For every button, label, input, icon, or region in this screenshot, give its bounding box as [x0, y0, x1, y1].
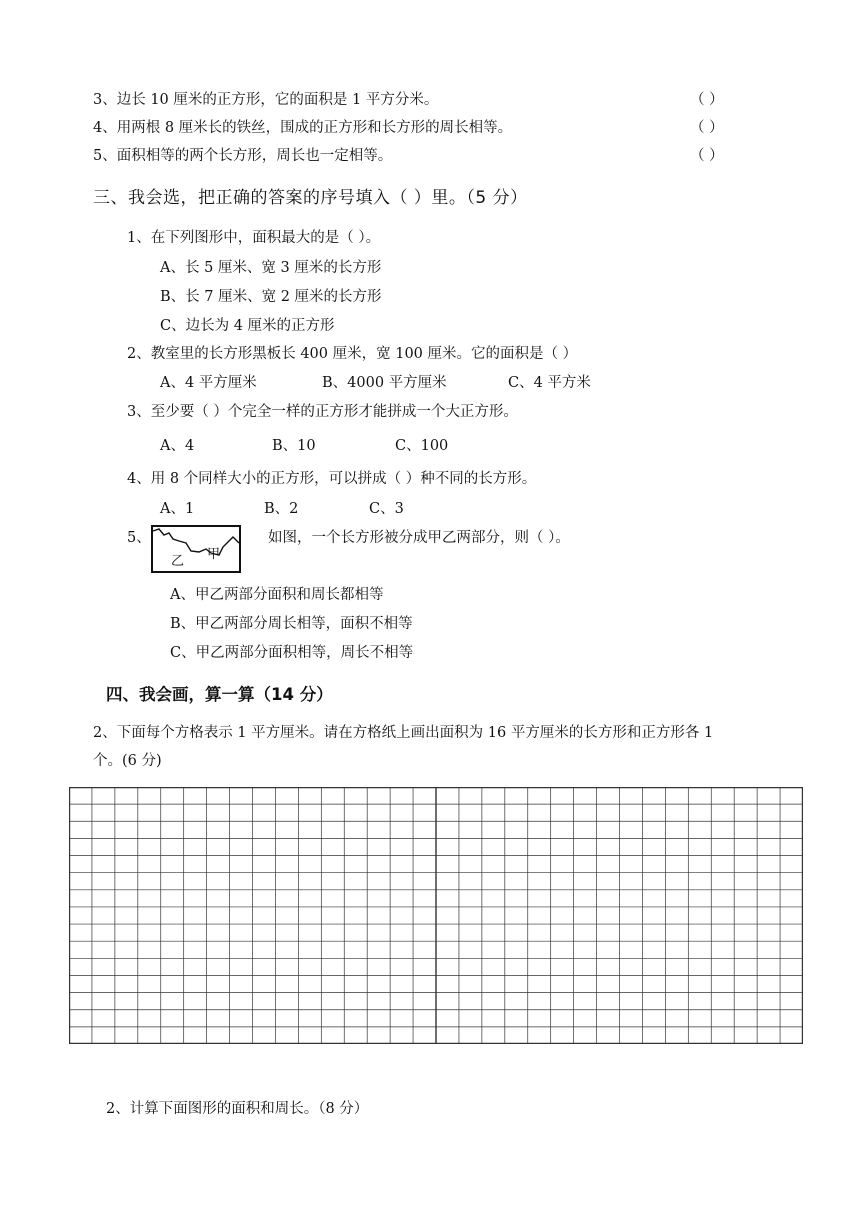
tf-item-4: 4、用两根 8 厘米长的铁丝，围成的正方形和长方形的周长相等。: [93, 120, 513, 136]
tf-answer-blank-3[interactable]: （ ）: [690, 92, 724, 108]
mc-question-5: 如图，一个长方形被分成甲乙两部分，则（ ）。: [268, 530, 570, 546]
section-3-heading: 三、我会选，把正确的答案的序号填入（ ）里。（5 分）: [93, 188, 528, 208]
split-rectangle-figure: [151, 525, 241, 573]
mc-question-1: 1、在下列图形中，面积最大的是（ ）。: [127, 230, 381, 246]
mc-q3-option-b: B、10: [272, 438, 316, 454]
draw-question-line-1: 2、下面每个方格表示 1 平方厘米。请在方格纸上画出面积为 16 平方厘米的长方形和正方形各 1: [93, 725, 714, 741]
figure-label-jia: 甲: [207, 547, 221, 562]
mc-q1-option-a: A、长 5 厘米、宽 3 厘米的长方形: [160, 260, 382, 276]
mc-q4-option-a: A、1: [160, 501, 195, 517]
mc-q3-option-c: C、100: [395, 438, 449, 454]
mc-q5-option-c: C、甲乙两部分面积相等，周长不相等: [170, 645, 414, 661]
section-4-heading: 四、我会画，算一算（14 分）: [106, 685, 333, 704]
mc-q2-option-b: B、4000 平方厘米: [322, 375, 447, 391]
mc-q2-option-a: A、4 平方厘米: [160, 375, 257, 391]
tf-item-5: 5、面积相等的两个长方形，周长也一定相等。: [93, 148, 393, 164]
draw-question-line-2: 个。(6 分): [93, 753, 162, 769]
mc-q2-option-c: C、4 平方米: [508, 375, 591, 391]
mc-q1-option-c: C、边长为 4 厘米的正方形: [160, 318, 335, 334]
mc-question-2: 2、教室里的长方形黑板长 400 厘米，宽 100 厘米。它的面积是（ ）: [127, 346, 578, 362]
mc-q4-option-b: B、2: [264, 501, 299, 517]
tf-answer-blank-5[interactable]: （ ）: [690, 148, 724, 164]
calc-question: 2、计算下面图形的面积和周长。（8 分）: [106, 1101, 369, 1117]
figure-label-yi: 乙: [171, 554, 185, 569]
tf-answer-blank-4[interactable]: （ ）: [690, 120, 724, 136]
mc-question-5-number: 5、: [127, 530, 151, 546]
mc-question-4: 4、用 8 个同样大小的正方形，可以拼成（ ）种不同的长方形。: [127, 471, 537, 487]
mc-q5-option-b: B、甲乙两部分周长相等，面积不相等: [170, 616, 413, 632]
mc-question-3: 3、至少要（ ）个完全一样的正方形才能拼成一个大正方形。: [127, 404, 518, 420]
mc-q4-option-c: C、3: [369, 501, 404, 517]
mc-q5-option-a: A、甲乙两部分面积和周长都相等: [170, 587, 384, 603]
graph-paper-grid[interactable]: [69, 787, 803, 1044]
mc-q1-option-b: B、长 7 厘米、宽 2 厘米的长方形: [160, 289, 382, 305]
tf-item-3: 3、边长 10 厘米的正方形，它的面积是 1 平方分米。: [93, 92, 439, 108]
mc-q3-option-a: A、4: [160, 438, 195, 454]
